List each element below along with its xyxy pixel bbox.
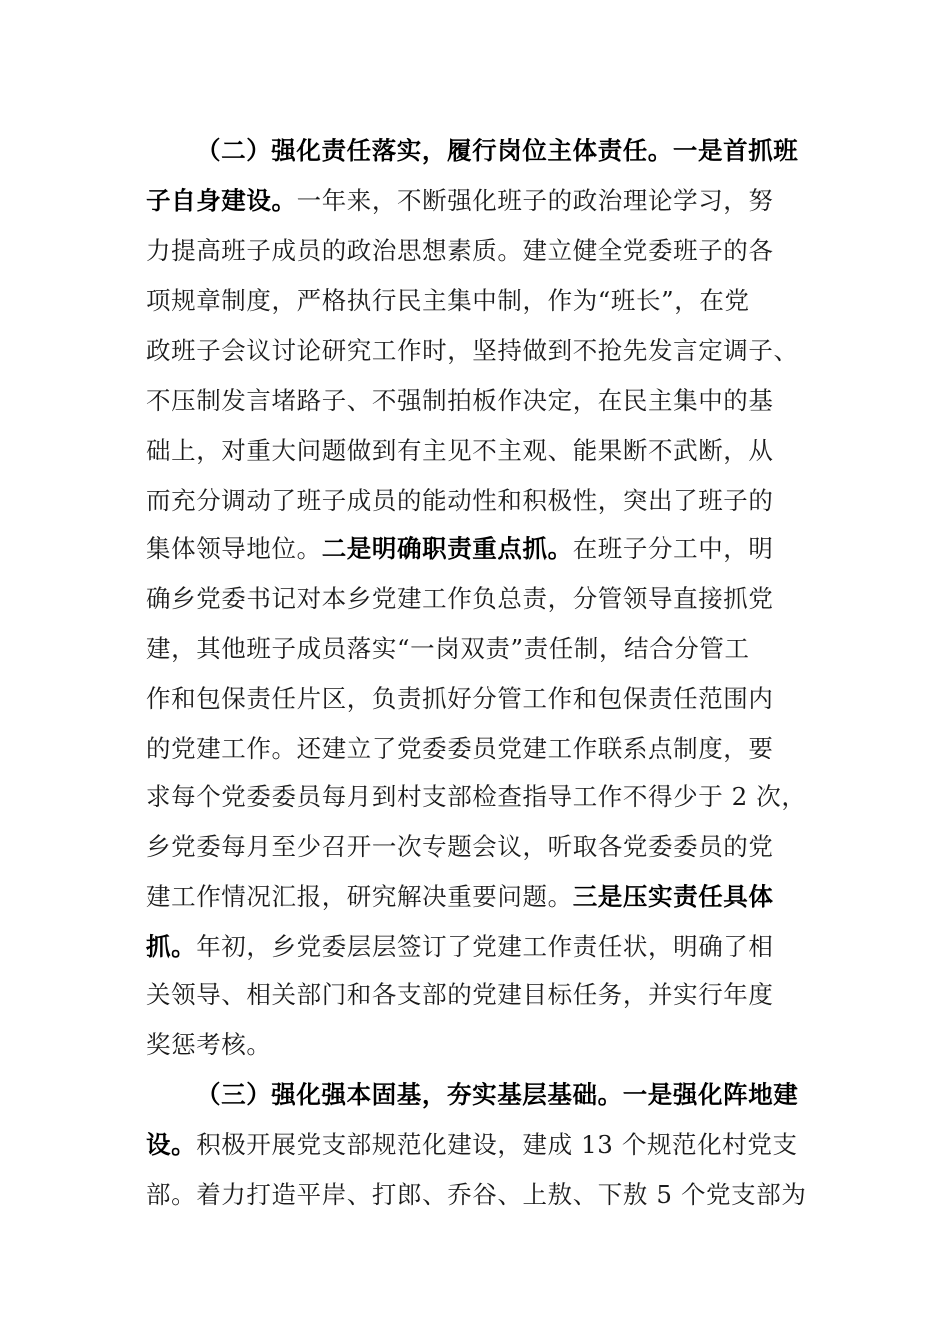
body-text: 积极开展党支部规范化建设，建成 13 个规范化村党支 <box>196 1130 798 1159</box>
body-text: 政班子会议讨论研究工作时，坚持做到不抢先发言定调子、 <box>146 336 799 365</box>
text-line <box>146 426 774 476</box>
body-text: 在班子分工中，明 <box>572 534 774 563</box>
body-text: 集体领导地位。 <box>146 534 322 563</box>
bold-heading-text: （二）强化责任落实，履行岗位主体责任。一是首抓班 <box>196 136 799 165</box>
text-line <box>146 724 774 774</box>
body-text: 不压制发言堵路子、不强制拍板作决定，在民主集中的基 <box>146 386 774 415</box>
body-text: 作和包保责任片区，负责抓好分管工作和包保责任范围内 <box>146 684 774 713</box>
text-line <box>146 772 806 822</box>
bold-heading-text: 子自身建设。 <box>146 186 297 215</box>
bold-heading-text: 三是压实责任具体 <box>572 882 774 911</box>
bold-heading-text: （三）强化强本固基，夯实基层基础。一是强化阵地建 <box>196 1080 799 1109</box>
body-text: 而充分调动了班子成员的能动性和积极性，突出了班子的 <box>146 486 774 515</box>
text-line <box>146 176 774 226</box>
body-text: 力提高班子成员的政治思想素质。建立健全党委班子的各 <box>146 236 774 265</box>
body-text: 奖惩考核。 <box>146 1030 272 1059</box>
body-text: 确乡党委书记对本乡党建工作负总责，分管领导直接抓党 <box>146 584 774 613</box>
body-text: 乡党委每月至少召开一次专题会议，听取各党委委员的党 <box>146 832 774 861</box>
text-line <box>146 822 774 872</box>
body-text: 关领导、相关部门和各支部的党建目标任务，并实行年度 <box>146 980 774 1009</box>
body-text: 年初，乡党委层层签订了党建工作责任状，明确了相 <box>196 932 774 961</box>
body-text: 求每个党委委员每月到村支部检查指导工作不得少于 2 次， <box>146 782 807 811</box>
text-line <box>146 624 750 674</box>
bold-heading-text: 设。 <box>146 1130 197 1159</box>
body-text: 建工作情况汇报，研究解决重要问题。 <box>146 882 573 911</box>
text-line <box>146 872 774 922</box>
body-text: 一年来，不断强化班子的政治理论学习，努 <box>296 186 774 215</box>
text-line <box>146 226 774 276</box>
body-text: 础上，对重大问题做到有主见不主观、能果断不武断，从 <box>146 436 774 465</box>
text-line <box>146 1020 272 1070</box>
body-text: 部。着力打造平岸、打郎、乔谷、上敖、下敖 5 个党支部为 <box>146 1180 807 1209</box>
text-line <box>146 574 774 624</box>
text-line <box>146 276 750 326</box>
text-line <box>146 476 774 526</box>
text-line <box>146 922 774 972</box>
body-text: 的党建工作。还建立了党委委员党建工作联系点制度，要 <box>146 734 774 763</box>
text-line <box>196 1070 798 1120</box>
body-text: 建，其他班子成员落实“一岗双责”责任制，结合分管工 <box>146 634 750 663</box>
text-line <box>146 326 799 376</box>
bold-heading-text: 二是明确职责重点抓。 <box>321 534 573 563</box>
text-line <box>146 1170 806 1220</box>
text-line <box>146 376 774 426</box>
text-line <box>146 524 774 574</box>
body-text: 项规章制度，严格执行民主集中制，作为“班长”，在党 <box>146 286 750 315</box>
bold-heading-text: 抓。 <box>146 932 197 961</box>
text-line <box>146 674 774 724</box>
text-line <box>196 126 798 176</box>
text-line <box>146 1120 798 1170</box>
text-line <box>146 970 774 1020</box>
